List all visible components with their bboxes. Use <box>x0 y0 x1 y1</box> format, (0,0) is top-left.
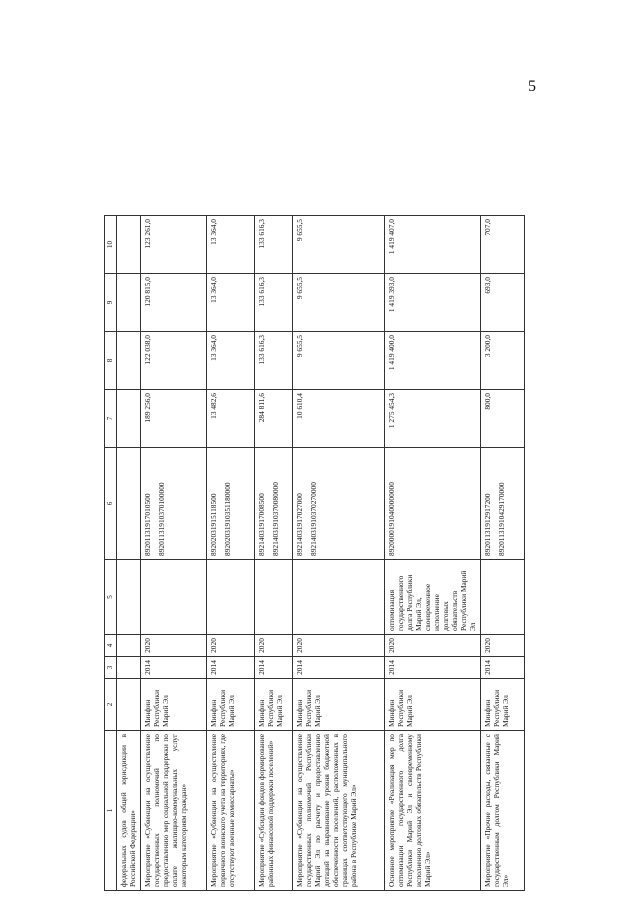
executor: Минфин Республики Марий Эл <box>293 679 385 731</box>
budget-code: 89214031910370080000 <box>271 482 281 556</box>
expected-result <box>481 560 525 635</box>
page-number: 5 <box>528 78 536 95</box>
activity-name: Мероприятие «Субвенции на осуществление государственных полномочий по предоставлению мер социальной поддержки по оплате жилищно-коммунальных услуг некоторым категориям граждан» <box>141 731 207 891</box>
value-col10: 13 364,0 <box>207 216 255 274</box>
start-year: 2014 <box>481 657 525 679</box>
value-col7 <box>117 390 141 448</box>
col-header: 9 <box>105 274 117 332</box>
value-col10: 1 419 407,0 <box>385 216 481 274</box>
start-year: 2014 <box>207 657 255 679</box>
budget-code: 89200001910400000000 <box>387 482 396 556</box>
end-year: 2020 <box>141 635 207 657</box>
table-row <box>117 216 141 891</box>
executor: Минфин Республики Марий Эл <box>255 679 293 731</box>
value-col7: 189 256,0 <box>141 390 207 448</box>
budget-codes <box>255 448 293 560</box>
col-header: 3 <box>105 657 117 679</box>
table-row <box>255 216 293 891</box>
start-year: 2014 <box>293 657 385 679</box>
col-header: 10 <box>105 216 117 274</box>
end-year <box>117 635 141 657</box>
program-table <box>104 215 525 891</box>
start-year: 2014 <box>141 657 207 679</box>
budget-codes <box>385 448 481 560</box>
value-col7: 284 811,6 <box>255 390 293 448</box>
value-col9: 693,0 <box>481 274 525 332</box>
start-year: 2014 <box>385 657 481 679</box>
value-col7: 800,0 <box>481 390 525 448</box>
expected-result <box>141 560 207 635</box>
value-col10: 9 655,5 <box>293 216 385 274</box>
budget-code: 89201131910429170000 <box>497 482 507 556</box>
value-col10: 123 261,0 <box>141 216 207 274</box>
budget-code: 89214031917008500 <box>257 493 266 556</box>
budget-code: 89201131917010500 <box>143 493 152 556</box>
value-col9 <box>117 274 141 332</box>
col-header: 2 <box>105 679 117 731</box>
budget-codes <box>207 448 255 560</box>
start-year <box>117 657 141 679</box>
end-year: 2020 <box>255 635 293 657</box>
value-col9: 1 419 393,0 <box>385 274 481 332</box>
expected-result <box>207 560 255 635</box>
table-row <box>385 216 481 891</box>
value-col8: 122 038,0 <box>141 332 207 390</box>
table-row <box>293 216 385 891</box>
expected-result <box>293 560 385 635</box>
budget-codes <box>293 448 385 560</box>
expected-result <box>255 560 293 635</box>
activity-name: Основное мероприятие «Реализация мер по оптимизации государственного долга Республики Марий Эл и своевременному исполнению долговых обязательств Республики Марий Эл» <box>385 731 481 891</box>
table-row <box>207 216 255 891</box>
end-year: 2020 <box>207 635 255 657</box>
activity-name: Мероприятие «Субвенции на осуществление первичного воинского учета на территориях, где отсутствуют военные комиссариаты» <box>207 731 255 891</box>
budget-code: 89201131910370100000 <box>157 482 167 556</box>
end-year: 2020 <box>385 635 481 657</box>
value-col10: 707,0 <box>481 216 525 274</box>
value-col9: 13 364,0 <box>207 274 255 332</box>
budget-code: 89202031910351180000 <box>223 482 233 556</box>
end-year: 2020 <box>293 635 385 657</box>
activity-name: Мероприятие «Субсидии фондов формирование районных финансовой поддержки поселений» <box>255 731 293 891</box>
budget-codes <box>141 448 207 560</box>
executor <box>117 679 141 731</box>
col-header: 6 <box>105 448 117 560</box>
activity-name: Мероприятие «Субвенции на осуществление государственных полномочий Республики Марий Эл по расчету и предоставлению дотаций на выравнивание уровня бюджетной обеспеченности поселений, расположенных в границах соответствующего муниципального района в Республике Марий Эл» <box>293 731 385 891</box>
value-col7: 13 482,6 <box>207 390 255 448</box>
end-year: 2020 <box>481 635 525 657</box>
budget-code: 89201131912917200 <box>483 493 492 556</box>
value-col7: 1 275 454,3 <box>385 390 481 448</box>
executor: Минфин Республики Марий Эл <box>141 679 207 731</box>
col-header: 4 <box>105 635 117 657</box>
executor: Минфин Республики Марий Эл <box>207 679 255 731</box>
activity-name: Мероприятие «Прочие расходы, связанные с государственным долгом Республики Марий Эл» <box>481 731 525 891</box>
expected-result <box>117 560 141 635</box>
budget-codes <box>117 448 141 560</box>
value-col10 <box>117 216 141 274</box>
col-header: 8 <box>105 332 117 390</box>
value-col8: 3 200,0 <box>481 332 525 390</box>
budget-codes <box>481 448 525 560</box>
value-col8 <box>117 332 141 390</box>
budget-code: 89214031917027000 <box>295 493 304 556</box>
value-col9: 133 616,3 <box>255 274 293 332</box>
budget-code: 89202031915118500 <box>209 493 218 556</box>
col-header: 1 <box>105 731 117 891</box>
executor: Минфин Республики Марий Эл <box>385 679 481 731</box>
activity-name: федеральных судов общей юрисдикции в Российской Федерации» <box>117 731 141 891</box>
table-row <box>481 216 525 891</box>
start-year: 2014 <box>255 657 293 679</box>
value-col10: 133 616,3 <box>255 216 293 274</box>
expected-result: оптимизация государственного долга Республики Марий Эл, своевременное исполнение долговых обязательств Республики Марий Эл <box>385 560 481 635</box>
col-header: 5 <box>105 560 117 635</box>
value-col8: 133 616,3 <box>255 332 293 390</box>
value-col8: 9 655,5 <box>293 332 385 390</box>
budget-code: 89214031910370270000 <box>309 482 319 556</box>
value-col7: 10 610,4 <box>293 390 385 448</box>
column-number-row <box>105 216 117 891</box>
executor: Минфин Республики Марий Эл <box>481 679 525 731</box>
value-col8: 1 419 400,0 <box>385 332 481 390</box>
value-col8: 13 364,0 <box>207 332 255 390</box>
table-row <box>141 216 207 891</box>
value-col9: 9 655,5 <box>293 274 385 332</box>
col-header: 7 <box>105 390 117 448</box>
value-col9: 120 815,0 <box>141 274 207 332</box>
